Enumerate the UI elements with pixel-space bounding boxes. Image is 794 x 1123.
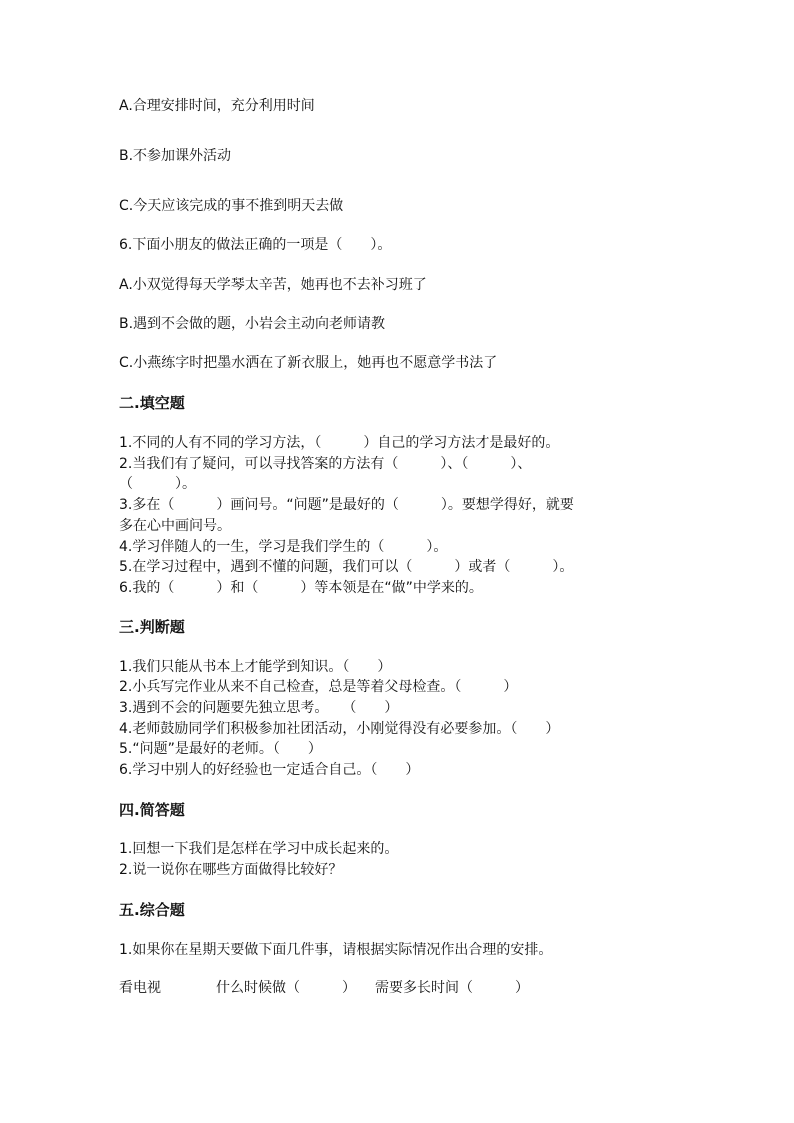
judgment-line: 2.小兵写完作业从来不自己检查，总是等着父母检查。（ ） (119, 679, 518, 695)
short-answer-line: 2.说一说你在哪些方面做得比较好？ (119, 862, 343, 878)
judgment-line: 1.我们只能从书本上才能学到知识。（ ） (119, 659, 392, 675)
fill-blank-line: 5.在学习过程中，遇到不懂的问题，我们可以（ ）或者（ ）。 (119, 559, 574, 575)
q6-option-b: B.遇到不会做的题，小岩会主动向老师请教 (119, 316, 386, 332)
fill-blank-line: 6.我的（ ）和（ ）等本领是在“做”中学来的。 (119, 580, 483, 596)
fill-blank-line: （ ）。 (119, 476, 196, 492)
section-title-comprehensive: 五.综合题 (119, 901, 185, 919)
fill-blank-line: 多在心中画问号。 (119, 518, 231, 534)
judgment-line: 5.“问题”是最好的老师。（ ） (119, 741, 322, 757)
fill-blank-line: 4.学习伴随人的一生，学习是我们学生的（ ）。 (119, 539, 448, 555)
q6-option-c: C.小燕练字时把墨水洒在了新衣服上，她再也不愿意学书法了 (119, 355, 498, 371)
q5-option-b: B.不参加课外活动 (119, 148, 232, 164)
fill-blank-line: 1.不同的人有不同的学习方法，（ ）自己的学习方法才是最好的。 (119, 435, 560, 451)
comprehensive-question: 1.如果你在星期天要做下面几件事，请根据实际情况作出合理的安排。 (119, 942, 553, 958)
q6-stem: 6.下面小朋友的做法正确的一项是（ ）。 (119, 237, 392, 253)
short-answer-line: 1.回想一下我们是怎样在学习中成长起来的。 (119, 841, 399, 857)
schedule-when: 什么时候做（ ） (216, 980, 356, 996)
section-title-judgment: 三.判断题 (119, 618, 185, 636)
schedule-duration: 需要多长时间（ ） (375, 980, 529, 996)
schedule-item: 看电视 (119, 980, 161, 996)
judgment-line: 4.老师鼓励同学们积极参加社团活动，小刚觉得没有必要参加。（ ） (119, 721, 560, 737)
q5-option-c: C.今天应该完成的事不推到明天去做 (119, 198, 344, 214)
fill-blank-line: 2.当我们有了疑问，可以寻找答案的方法有（ ）、（ ）、 (119, 456, 532, 472)
q6-option-a: A.小双觉得每天学琴太辛苦，她再也不去补习班了 (119, 277, 427, 293)
section-title-short-answer: 四.简答题 (119, 801, 185, 819)
fill-blank-line: 3.多在（ ）画问号。“问题”是最好的（ ）。要想学得好，就要 (119, 497, 574, 513)
section-title-fill-blank: 二.填空题 (119, 394, 185, 412)
judgment-line: 6.学习中别人的好经验也一定适合自己。（ ） (119, 762, 420, 778)
q5-option-a: A.合理安排时间，充分利用时间 (119, 98, 315, 114)
judgment-line: 3.遇到不会的问题要先独立思考。 （ ） (119, 700, 399, 716)
